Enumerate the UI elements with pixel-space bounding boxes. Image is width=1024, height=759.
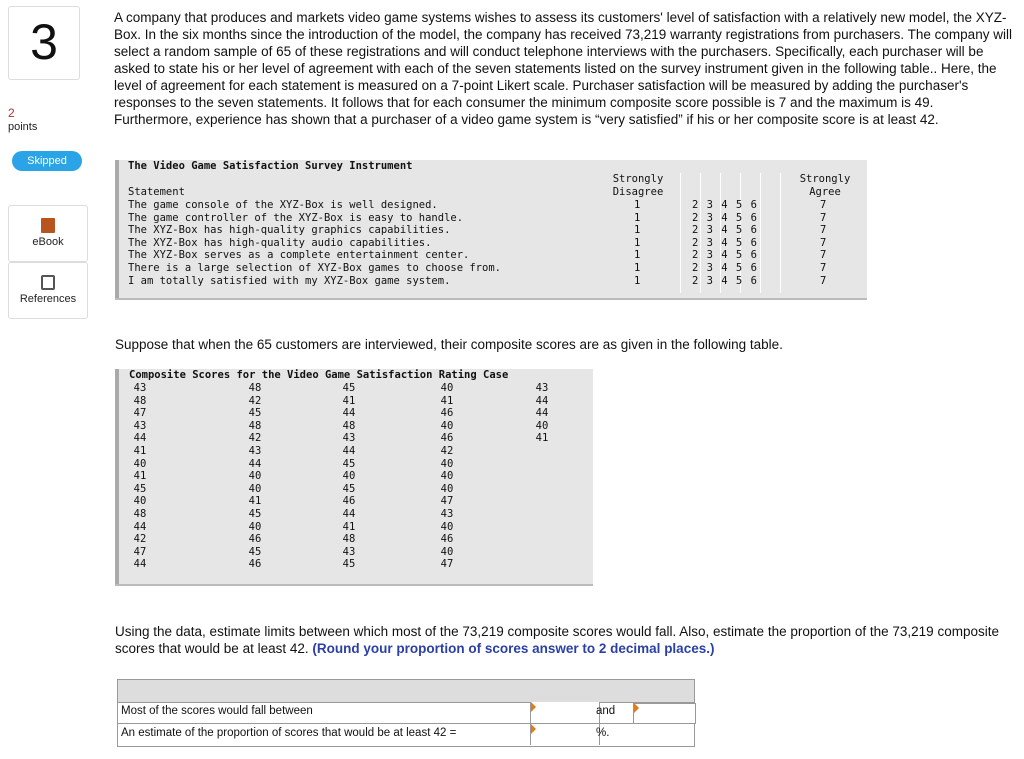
grid-line [680, 173, 681, 293]
score-middle: 2 3 4 5 6 [692, 224, 757, 237]
score-middle: 2 3 4 5 6 [692, 274, 757, 287]
score-cell: 44 [342, 445, 356, 457]
score-strongly-disagree: 1 [634, 236, 641, 249]
score-cell: 43 [535, 382, 549, 394]
score-cell: 40 [440, 520, 454, 533]
survey-title: The Video Game Satisfaction Survey Instrument [128, 160, 413, 172]
score-strongly-disagree: 1 [634, 274, 641, 287]
score-cell: 45 [133, 482, 147, 495]
score-strongly-disagree: 1 [634, 199, 641, 211]
score-strongly-disagree: 1 [634, 224, 641, 237]
score-cell: 40 [342, 470, 356, 483]
score-cell: 46 [440, 407, 454, 420]
percent-suffix: %. [596, 727, 610, 739]
survey-row [128, 211, 827, 224]
agree-header-line1: Strongly [799, 173, 851, 185]
ebook-label: eBook [32, 236, 64, 248]
score-cell: 46 [440, 533, 454, 546]
score-strongly-disagree: 1 [634, 211, 641, 224]
composite-title: Composite Scores for the Video Game Satisfaction Rating Case [129, 369, 509, 381]
score-middle: 2 3 4 5 6 [692, 262, 757, 274]
score-cell: 48 [342, 419, 356, 432]
table-edge [115, 160, 119, 298]
score-cell: 40 [440, 419, 454, 432]
question-number: 3 [8, 6, 80, 80]
score-cell: 48 [248, 419, 262, 432]
table-row [115, 445, 593, 457]
disagree-header [608, 173, 668, 199]
score-cell: 41 [342, 394, 356, 407]
answer-row-proportion [118, 724, 694, 745]
answer-header [118, 680, 694, 703]
survey-table [115, 160, 867, 300]
agree-header-line2: Agree [809, 186, 841, 198]
score-cell: 47 [440, 558, 454, 571]
task-prompt [115, 623, 1015, 657]
score-cell: 46 [342, 495, 356, 508]
table-row [115, 495, 593, 507]
score-cell: 42 [133, 533, 147, 546]
score-cell: 42 [248, 394, 262, 407]
copy-icon [41, 275, 55, 290]
score-middle: 2 3 4 5 6 [692, 249, 757, 262]
score-cell: 40 [440, 545, 454, 558]
score-cell: 45 [248, 545, 262, 558]
task-text: Using the data, estimate limits between which most of the 73,219 composite scores would fall. Also, estimate the proportion of the 73,219 composite scores that would be at least 42. [115, 624, 999, 656]
score-strongly-agree: 7 [820, 249, 827, 262]
score-strongly-agree: 7 [820, 236, 827, 249]
references-button[interactable] [8, 262, 88, 319]
score-cell: 41 [440, 394, 454, 407]
statement-text: The XYZ-Box has high-quality graphics capabilities. [128, 224, 451, 237]
score-cell: 48 [248, 382, 262, 394]
statement-text: The XYZ-Box serves as a complete entertainment center. [128, 249, 470, 262]
score-cell: 41 [535, 432, 549, 445]
points-info [8, 106, 37, 134]
score-cell: 48 [133, 508, 147, 520]
score-cell: 43 [133, 419, 147, 432]
agree-header [795, 173, 855, 199]
score-cell: 44 [133, 520, 147, 533]
ebook-button[interactable] [8, 205, 88, 262]
score-cell: 44 [133, 558, 147, 571]
survey-row [128, 224, 827, 237]
references-label: References [19, 293, 77, 305]
required-marker [531, 702, 536, 712]
survey-row [128, 199, 827, 211]
score-cell: 44 [248, 457, 262, 470]
score-cell: 42 [248, 432, 262, 445]
score-cell: 45 [342, 558, 356, 571]
table-row [115, 483, 593, 495]
score-cell: 40 [440, 382, 454, 394]
score-middle: 2 3 4 5 6 [692, 199, 757, 211]
proportion-input[interactable] [530, 724, 600, 745]
required-marker [634, 703, 639, 713]
table-row [115, 558, 593, 570]
score-cell: 45 [342, 482, 356, 495]
proportion-label: An estimate of the proportion of scores that would be at least 42 = [121, 727, 457, 739]
score-cell: 45 [248, 508, 262, 520]
score-cell: 40 [535, 419, 549, 432]
table-row [115, 470, 593, 482]
score-cell: 46 [248, 533, 262, 546]
score-cell: 44 [133, 432, 147, 445]
statement-text: The game console of the XYZ-Box is well designed. [128, 199, 438, 211]
score-cell: 44 [535, 407, 549, 420]
score-strongly-disagree: 1 [634, 262, 641, 274]
table-row [115, 407, 593, 419]
score-cell: 40 [440, 482, 454, 495]
score-cell: 40 [248, 482, 262, 495]
score-cell: 41 [133, 445, 147, 457]
score-cell: 41 [342, 520, 356, 533]
table-row [115, 395, 593, 407]
score-cell: 40 [248, 470, 262, 483]
answer-row-limits [118, 702, 694, 724]
score-cell: 43 [342, 432, 356, 445]
table-row [115, 508, 593, 520]
grid-line [780, 173, 781, 293]
points-value: 2 [8, 106, 15, 120]
required-marker [531, 724, 536, 734]
score-strongly-disagree: 1 [634, 249, 641, 262]
score-cell: 40 [440, 470, 454, 483]
score-cell: 44 [342, 407, 356, 420]
table-row [115, 533, 593, 545]
table-row [115, 458, 593, 470]
limits-label: Most of the scores would fall between [121, 705, 313, 717]
score-strongly-agree: 7 [820, 224, 827, 237]
status-badge: Skipped [12, 151, 82, 171]
score-strongly-agree: 7 [820, 274, 827, 287]
disagree-header-line1: Strongly [612, 173, 664, 185]
score-cell: 47 [133, 545, 147, 558]
score-strongly-agree: 7 [820, 199, 827, 211]
score-cell: 43 [342, 545, 356, 558]
table-row [115, 432, 593, 444]
score-cell: 41 [248, 495, 262, 508]
score-cell: 42 [440, 445, 454, 457]
score-cell: 43 [133, 382, 147, 394]
score-cell: 44 [535, 394, 549, 407]
score-cell: 43 [440, 508, 454, 520]
survey-row [128, 236, 827, 249]
statement-header: Statement [128, 186, 185, 198]
statement-text: I am totally satisfied with my XYZ-Box game system. [128, 274, 451, 287]
lower-limit-input[interactable] [530, 702, 600, 723]
score-cell: 45 [342, 382, 356, 394]
score-cell: 40 [248, 520, 262, 533]
score-cell: 40 [133, 495, 147, 508]
grid-line [760, 173, 761, 293]
score-strongly-agree: 7 [820, 262, 827, 274]
points-label: points [8, 121, 38, 133]
score-cell: 40 [133, 457, 147, 470]
and-label: and [596, 705, 616, 717]
score-cell: 40 [440, 457, 454, 470]
composite-intro: Suppose that when the 65 customers are interviewed, their composite scores are as given in the following table. [115, 337, 783, 352]
survey-row [128, 249, 827, 262]
score-cell: 45 [342, 457, 356, 470]
table-row [115, 420, 593, 432]
score-cell: 46 [440, 432, 454, 445]
disagree-header-line2: Disagree [612, 186, 664, 198]
score-cell: 43 [248, 445, 262, 457]
statement-text: There is a large selection of XYZ-Box games to choose from. [128, 262, 501, 274]
score-cell: 48 [342, 533, 356, 546]
table-row [115, 521, 593, 533]
score-cell: 44 [342, 508, 356, 520]
book-icon [41, 218, 55, 233]
score-cell: 45 [248, 407, 262, 420]
statement-text: The XYZ-Box has high-quality audio capabilities. [128, 236, 432, 249]
survey-row [128, 274, 827, 287]
answer-table [117, 679, 695, 747]
statement-text: The game controller of the XYZ-Box is easy to handle. [128, 211, 464, 224]
score-cell: 48 [133, 394, 147, 407]
table-row [115, 546, 593, 558]
score-strongly-agree: 7 [820, 211, 827, 224]
score-middle: 2 3 4 5 6 [692, 236, 757, 249]
score-cell: 47 [440, 495, 454, 508]
table-row [115, 382, 593, 394]
score-cell: 41 [133, 470, 147, 483]
score-cell: 47 [133, 407, 147, 420]
survey-row [128, 262, 827, 274]
score-cell: 46 [248, 558, 262, 571]
composite-table [115, 369, 593, 586]
upper-limit-input[interactable] [633, 703, 696, 724]
score-middle: 2 3 4 5 6 [692, 211, 757, 224]
question-intro: A company that produces and markets video game systems wishes to assess its customers' level of satisfaction with a relatively new model, the XYZ-Box. In the six months since the introduction of the model, the company has received 73,219 warranty registrations from purchasers. The company will select a random sample of 65 of these registrations and will conduct telephone interviews with the purchasers. Specifically, each purchaser will be asked to state his or her level of agreement with each of the seven statements listed on the survey instrument given in the following table.. Here, the level of agreement for each statement is measured on a 7-point Likert scale. Purchaser satisfaction will be measured by adding the purchaser's responses to the seven statements. It follows that for each consumer the minimum composite score possible is 7 and the maximum is 49. Furthermore, experience has shown that a purchaser of a video game system is “very satisfied” if his or her composite score is at least 42. [114, 10, 1012, 127]
rounding-instruction: (Round your proportion of scores answer to 2 decimal places.) [312, 641, 715, 656]
